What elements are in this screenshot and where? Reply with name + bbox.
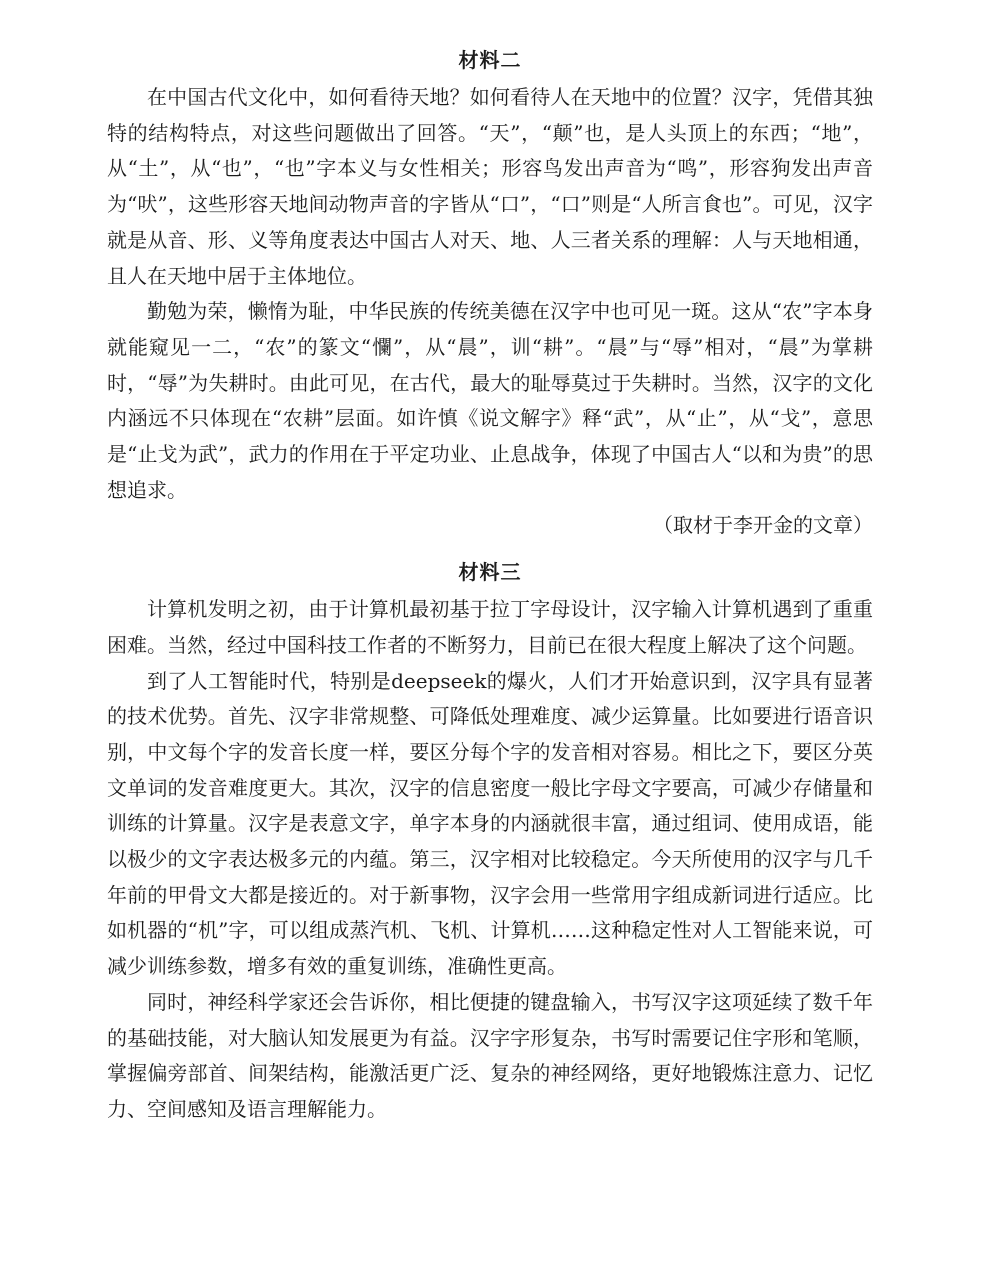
material-three-paragraph-1: 计算机发明之初，由于计算机最初基于拉丁字母设计，汉字输入计算机遇到了重重困难。当然，经过中国科技工作者的不断努力，目前已在很大程度上解决了这个问题。 — [107, 597, 873, 657]
material-two-source: （取材于李开金的文章） — [653, 513, 873, 538]
material-three-paragraph-3: 同时，神经科学家还会告诉你，相比便捷的键盘输入，书写汉字这项延续了数千年的基础技能，对大脑认知发展更为有益。汉字字形复杂，书写时需要记住字形和笔顺，掌握偏旁部首、间架结构，能激活更广泛、复杂的神经网络，更好地锻炼注意力、记忆力、空间感知及语言理解能力。 — [107, 989, 873, 1121]
material-three-paragraph-2: 到了人工智能时代，特别是deepseek的爆火，人们才开始意识到，汉字具有显著的技术优势。首先、汉字非常规整、可降低处理难度、减少运算量。比如要进行语音识别，中文每个字的发音长度一样，要区分每个字的发音相对容易。相比之下，要区分英文单词的发音难度更大。其次，汉字的信息密度一般比字母文字要高，可减少存储量和训练的计算量。汉字是表意文字，单字本身的内涵就很丰富，通过组词、使用成语，能以极少的文字表达极多元的内蕴。第三，汉字相对比较稳定。今天所使用的汉字与几千年前的甲骨文大都是接近的。对于新事物，汉字会用一些常用字组成新词进行适应。比如机器的“机”字，可以组成蒸汽机、飞机、计算机……这种稳定性对人工智能来说，可减少训练参数，增多有效的重复训练，准确性更高。 — [107, 668, 873, 979]
material-two-paragraph-2: 勤勉为荣，懒惰为耻，中华民族的传统美德在汉字中也可见一斑。这从“农”字本身就能窥见一二，“农”的篆文“㦨”，从“晨”，训“耕”。“晨”与“辱”相对，“晨”为掌耕时，“辱”为失耕时。由此可见，在古代，最大的耻辱莫过于失耕时。当然，汉字的文化内涵远不只体现在“农耕”层面。如许慎《说文解字》释“武”，从“止”，从“戈”，意思是“止戈为武”，武力的作用在于平定功业、止息战争，体现了中国古人“以和为贵”的思想追求。 — [107, 299, 873, 502]
material-three-title: 材料三 — [458, 560, 522, 585]
material-two-title: 材料二 — [458, 48, 522, 72]
material-two-paragraph-1: 在中国古代文化中，如何看待天地？如何看待人在天地中的位置？汉字，凭借其独特的结构特点，对这些问题做出了回答。“天”，“颠”也，是人头顶上的东西；“地”，从“土”，从“也”，“也”字本义与女性相关；形容鸟发出声音为“鸣”，形容狗发出声音为“吠”，这些形容天地间动物声音的字皆从“口”，“口”则是“人所言食也”。可见，汉字就是从音、形、义等角度表达中国古人对天、地、人三者关系的理解：人与天地相通，且人在天地中居于主体地位。 — [107, 85, 873, 288]
document-page — [107, 48, 873, 1128]
